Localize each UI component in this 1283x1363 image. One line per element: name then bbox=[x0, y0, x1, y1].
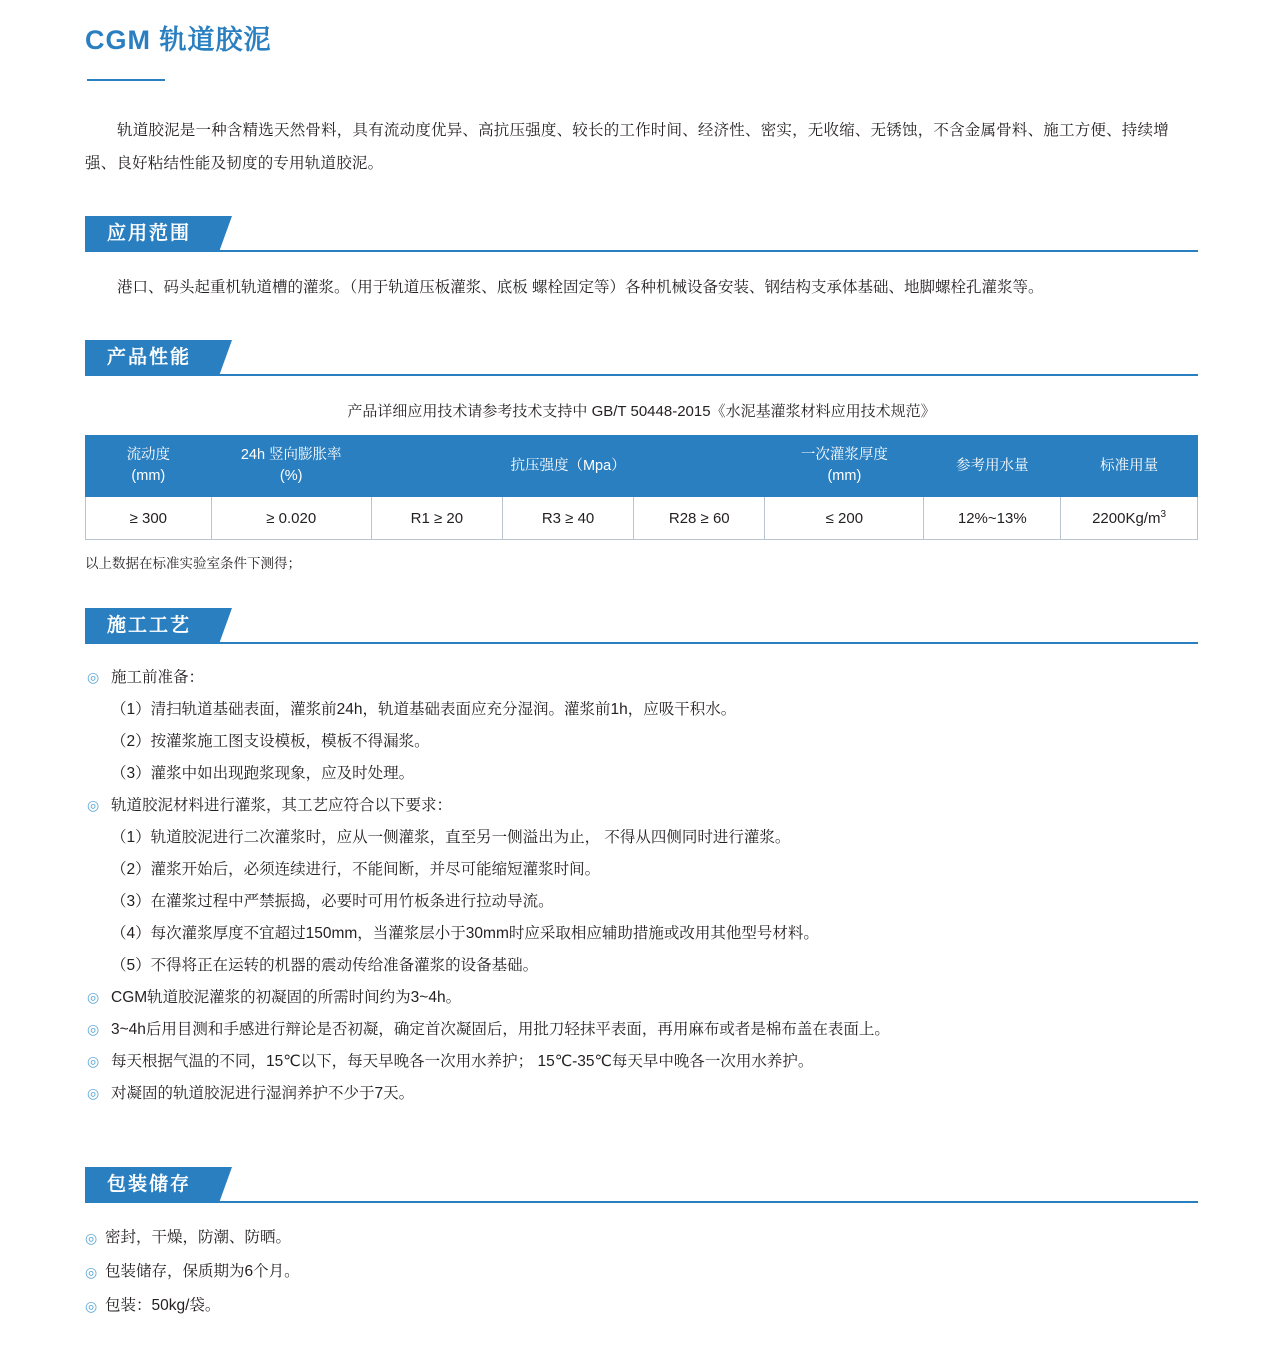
th-flow-line1: 流动度 bbox=[126, 447, 171, 463]
section-header-application bbox=[85, 216, 1198, 252]
list-item: （3）灌浆中如出现跑浆现象，应及时处理。 bbox=[111, 765, 415, 782]
process-list bbox=[85, 662, 1198, 1109]
td-dosage bbox=[1061, 497, 1198, 540]
th-strength-line1: 抗压强度（Mpa） bbox=[510, 457, 626, 474]
list-item: ◎ 每天根据气温的不同，15℃以下，每天早晚各一次用水养护； 15℃-35℃每天早中晚各一次用水养护。 bbox=[85, 1046, 1198, 1077]
section-underline bbox=[85, 374, 1198, 376]
th-thickness-line2: (mm) bbox=[827, 468, 862, 484]
section-performance bbox=[85, 340, 1198, 572]
table-footnote: 以上数据在标准实验室条件下测得； bbox=[85, 556, 301, 571]
th-dosage bbox=[1061, 436, 1198, 497]
list-item: ◎ 3~4h后用目测和手感进行辩论是否初凝，确定首次凝固后，用批刀轻抹平表面，再用麻布或者是棉布盖在表面上。 bbox=[85, 1014, 1198, 1045]
td-r28: R28 ≥ 60 bbox=[634, 497, 765, 540]
list-item: （2）按灌浆施工图支设模板，模板不得漏浆。 bbox=[111, 733, 430, 750]
th-expansion-line1: 24h 竖向膨胀率 bbox=[240, 447, 342, 463]
td-flow: ≥ 300 bbox=[86, 497, 212, 540]
list-item: （1）轨道胶泥进行二次灌浆时，应从一侧灌浆，直至另一侧溢出为止， 不得从四侧同时进行灌浆。 bbox=[111, 829, 791, 846]
td-r1: R1 ≥ 20 bbox=[371, 497, 502, 540]
th-water-line1: 参考用水量 bbox=[956, 457, 1029, 474]
list-item: ◎ 施工前准备： bbox=[85, 662, 1198, 693]
td-water: 12%~13% bbox=[924, 497, 1061, 540]
section-application bbox=[85, 216, 1198, 304]
section-underline bbox=[85, 642, 1198, 644]
performance-table bbox=[85, 435, 1198, 540]
list-item: ◎ 密封，干燥，防潮、防晒。 bbox=[85, 1221, 1198, 1255]
section-underline bbox=[85, 1201, 1198, 1203]
table-row bbox=[86, 497, 1198, 540]
th-thickness bbox=[765, 436, 924, 497]
td-thickness: ≤ 200 bbox=[765, 497, 924, 540]
table-header-row bbox=[86, 436, 1198, 497]
performance-note: 产品详细应用技术请参考技术支持中 GB/T 50448-2015《水泥基灌浆材料应用技术规范》 bbox=[347, 403, 936, 420]
section-title-process: 施工工艺 bbox=[85, 608, 219, 644]
section-title-performance: 产品性能 bbox=[85, 340, 219, 376]
th-water bbox=[924, 436, 1061, 497]
th-dosage-line1: 标准用量 bbox=[1100, 457, 1159, 474]
section-title-application: 应用范围 bbox=[85, 216, 219, 252]
td-r3: R3 ≥ 40 bbox=[502, 497, 633, 540]
list-item: ◎ 包装：50kg/袋。 bbox=[85, 1289, 1198, 1323]
section-header-packaging bbox=[85, 1167, 1198, 1203]
th-flow-line2: (mm) bbox=[131, 468, 166, 484]
td-expansion: ≥ 0.020 bbox=[211, 497, 371, 540]
th-expansion bbox=[211, 436, 371, 497]
section-header-process bbox=[85, 608, 1198, 644]
section-process bbox=[85, 608, 1198, 1109]
th-expansion-line2: (%) bbox=[279, 468, 303, 484]
intro-paragraph: 轨道胶泥是一种含精选天然骨料，具有流动度优异、高抗压强度、较长的工作时间、经济性、密实，无收缩、无锈蚀，不含金属骨料、施工方便、持续增强、良好粘结性能及韧度的专用轨道胶泥。 bbox=[85, 122, 1169, 172]
section-header-performance bbox=[85, 340, 1198, 376]
list-item: （2）灌浆开始后，必须连续进行，不能间断，并尽可能缩短灌浆时间。 bbox=[111, 861, 601, 878]
section-title-packaging: 包装储存 bbox=[85, 1167, 219, 1203]
td-dosage-value: 2200Kg/m bbox=[1092, 510, 1161, 527]
title-divider bbox=[87, 79, 165, 81]
list-item: ◎ 对凝固的轨道胶泥进行湿润养护不少于7天。 bbox=[85, 1078, 1198, 1109]
list-item: （3）在灌浆过程中严禁振捣，必要时可用竹板条进行拉动导流。 bbox=[111, 893, 554, 910]
th-strength bbox=[371, 436, 765, 497]
section-packaging bbox=[85, 1167, 1198, 1323]
list-item: ◎ 轨道胶泥材料进行灌浆，其工艺应符合以下要求： bbox=[85, 790, 1198, 821]
td-dosage-sup: 3 bbox=[1160, 509, 1167, 520]
th-flow bbox=[86, 436, 212, 497]
list-item: ◎ 包装储存，保质期为6个月。 bbox=[85, 1255, 1198, 1289]
list-item: （4）每次灌浆厚度不宜超过150mm，当灌浆层小于30mm时应采取相应辅助措施或改用其他型号材料。 bbox=[111, 925, 819, 942]
list-item: （5）不得将正在运转的机器的震动传给准备灌浆的设备基础。 bbox=[111, 957, 539, 974]
section-underline bbox=[85, 250, 1198, 252]
page-title: CGM 轨道胶泥 bbox=[85, 25, 272, 55]
th-thickness-line1: 一次灌浆厚度 bbox=[800, 447, 888, 463]
list-item: ◎ CGM轨道胶泥灌浆的初凝固的所需时间约为3~4h。 bbox=[85, 982, 1198, 1013]
application-text: 港口、码头起重机轨道槽的灌浆。（用于轨道压板灌浆、底板 螺栓固定等）各种机械设备安装、钢结构支承体基础、地脚螺栓孔灌浆等。 bbox=[117, 279, 1044, 296]
packaging-list bbox=[85, 1221, 1198, 1323]
list-item: （1）清扫轨道基础表面，灌浆前24h，轨道基础表面应充分湿润。灌浆前1h，应吸干积水。 bbox=[111, 701, 737, 718]
